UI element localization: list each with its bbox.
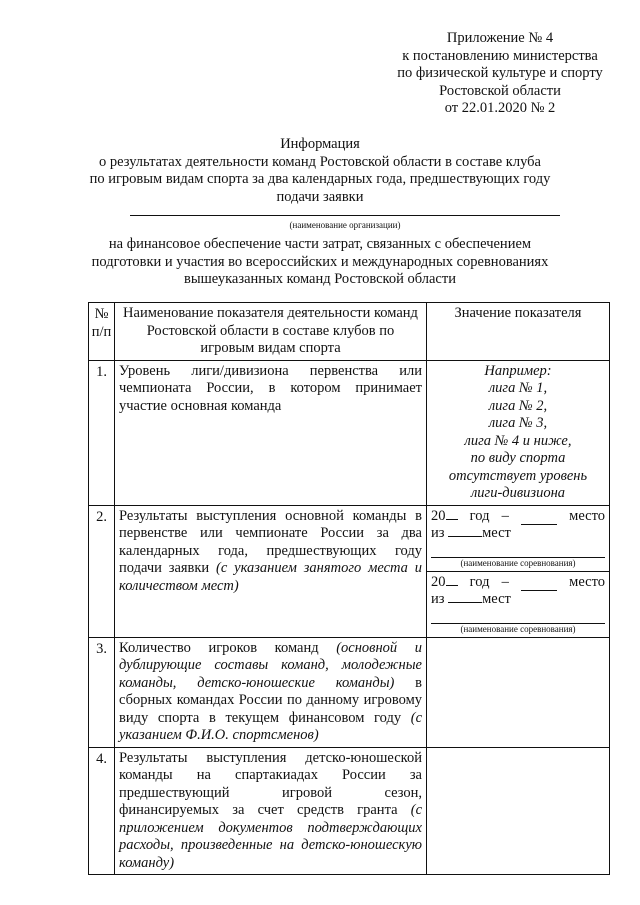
row-indicator: Количество игроков команд (основной и дублирующие составы команд, молодежные команды, детско-юношеские команды) в сборных командах России по данному игровому виду спорта в текущем финансовом году (с указанием Ф.И.О. спортсменов)	[115, 637, 427, 747]
row-indicator: Уровень лиги/дивизиона первенства или чемпионата России, в котором принимает участие основная команда	[115, 360, 427, 505]
example-line: отсутствует уровень	[448, 467, 588, 484]
purpose-line: вышеуказанных команд Ростовской области	[184, 271, 456, 287]
organization-name-line	[130, 215, 560, 216]
header-indicator: Наименование показателя деятельности команд Ростовской области в составе клубов по игровым видам спорта	[115, 303, 427, 361]
appendix-line: Ростовской области	[439, 82, 561, 99]
example-line: лига № 2,	[488, 397, 548, 414]
row-note: (основной и дублирующие составы команд, молодежные команды, детско-юношеские команды)	[119, 639, 422, 691]
total-places-blank[interactable]	[448, 536, 482, 537]
year-blank[interactable]	[446, 585, 458, 586]
appendix-line: к постановлению министерства	[402, 47, 598, 64]
competition-entry: 20 год – место из мест (наименование соревнования)	[431, 507, 605, 568]
table-row	[89, 747, 610, 875]
place-blank[interactable]	[521, 508, 557, 526]
row-indicator: Результаты выступления детско-юношеской команды на спартакиадах России за предшествующий игровой сезон, финансируемых за счет средств гранта (с приложением документов подтверждающих расходы, произведенные на детско-юношескую команду)	[115, 747, 427, 875]
competition-entry: 20 год – место из мест (наименование соревнования)	[427, 571, 609, 635]
purpose-text	[70, 236, 570, 289]
example-line: Например:	[484, 362, 552, 379]
row-note: (с указанием Ф.И.О. спортсменов)	[119, 709, 422, 743]
row-indicator	[115, 505, 427, 637]
total-places-blank[interactable]	[448, 602, 482, 603]
example-line: лига № 4 и ниже,	[464, 432, 572, 449]
indicators-table	[88, 302, 610, 875]
appendix-line: по физической культуре и спорту	[397, 65, 603, 81]
row-value[interactable]	[427, 637, 610, 747]
row-note: (с указанием занятого места и количеством мест)	[119, 560, 422, 594]
appendix-block	[380, 30, 620, 118]
row-value[interactable]	[427, 747, 610, 875]
competition-caption: (наименование соревнования)	[431, 623, 605, 635]
title-heading: Информация	[280, 136, 360, 152]
title-line: по игровым видам спорта за два календарных года, предшествующих году	[89, 171, 551, 187]
competition-caption: (наименование соревнования)	[431, 557, 605, 569]
purpose-line: на финансовое обеспечение части затрат, связанных с обеспечением	[108, 236, 532, 252]
table-row	[89, 637, 610, 747]
title-line: о результатах деятельности команд Ростовской области в составе клуба	[99, 153, 541, 170]
row-num: 1.	[89, 360, 115, 505]
place-blank[interactable]	[521, 574, 557, 592]
title-line: подачи заявки	[276, 188, 364, 205]
row-num: 3.	[89, 637, 115, 747]
example-line: лига № 3,	[488, 415, 548, 431]
row-value-example	[427, 360, 610, 505]
table-row	[89, 505, 610, 637]
table-header-row	[89, 303, 610, 361]
table-row	[89, 360, 610, 505]
appendix-line: Приложение № 4	[446, 30, 554, 46]
row-note: (с приложением документов подтверждающих расходы, произведенные на детско-юношескую команду)	[119, 802, 422, 871]
example-line: по виду спорта	[470, 450, 566, 466]
example-line: лига № 1,	[488, 380, 548, 396]
purpose-line: подготовки и участия во всероссийских и международных соревнованиях	[91, 253, 549, 270]
example-line: лиги-дивизиона	[470, 485, 566, 501]
document-title	[60, 136, 580, 206]
row-text: Результаты выступления основной команды в первенстве или чемпионате России за два календарных года, предшествующих году подачи заявки	[119, 507, 422, 576]
organization-caption: (наименование организации)	[289, 220, 401, 230]
header-value: Значение показателя	[427, 303, 610, 361]
header-num: № п/п	[89, 303, 115, 361]
row-num: 4.	[89, 747, 115, 875]
competition-results-cell	[427, 505, 610, 637]
row-num: 2.	[89, 505, 115, 637]
appendix-line: от 22.01.2020 № 2	[444, 100, 556, 116]
year-blank[interactable]	[446, 519, 458, 520]
